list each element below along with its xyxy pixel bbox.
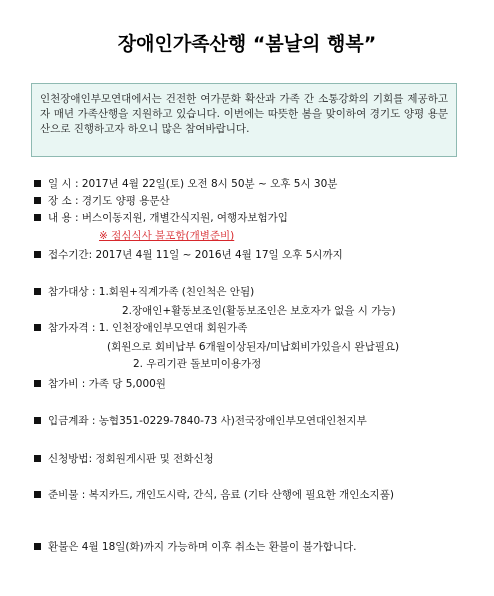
period-item (34, 248, 343, 262)
bullet-square-icon (34, 491, 41, 498)
qualification-text-1: 참가자격 : 1. 인천장애인부모연대 회원가족 (48, 322, 248, 334)
bullet-square-icon (34, 288, 41, 295)
qualification-text-2: (회원으로 회비납부 6개월이상된자/미납회비가있을시 완납필요) (107, 341, 400, 353)
apply-text: 신청방법: 정회원게시판 및 전화신청 (48, 453, 214, 465)
date-text: 일 시 : 2017년 4월 22일(토) 오전 8시 50분 ~ 오후 5시 30분 (48, 178, 338, 190)
place-item (34, 194, 170, 208)
bullet-square-icon (34, 455, 41, 462)
qualification-text-3: 2. 우리기관 돌보미이용가정 (133, 358, 262, 370)
bullet-square-icon (34, 251, 41, 258)
target-text-2: 2.장애인+활동보조인(활동보조인은 보호자가 없을 시 가능) (122, 305, 396, 317)
account-text: 입금계좌 : 농협351-0229-7840-73 사)전국장애인부모연대인천지부 (48, 415, 367, 427)
qualification-item (34, 321, 247, 335)
fee-item (34, 377, 166, 391)
place-text: 장 소 : 경기도 양평 용문산 (48, 195, 170, 207)
target-text-1: 참가대상 : 1.회원+직계가족 (친인척은 안됨) (48, 286, 255, 298)
bullet-square-icon (34, 417, 41, 424)
period-text: 접수기간: 2017년 4월 11일 ~ 2016년 4월 17일 오후 5시까지 (48, 249, 343, 261)
intro-box: 인천장애인부모연대에서는 건전한 여가문화 확산과 가족 간 소통강화의 기회를 제공하고자 매년 가족산행을 지원하고 있습니다. 이번에는 따뜻한 봄을 맞이하여 경기도 양평 용문산으로 진행하고자 하오니 많은 참여바랍니다. (31, 83, 457, 157)
bullet-square-icon (34, 543, 41, 550)
lunch-note: ※ 점심식사 불포함(개별준비) (99, 230, 235, 242)
account-item (34, 414, 367, 428)
apply-item (34, 452, 214, 466)
page-title: 장애인가족산행 “봄날의 행복” (117, 33, 377, 55)
fee-text: 참가비 : 가족 당 5,000원 (48, 378, 166, 390)
bullet-square-icon (34, 197, 41, 204)
bullet-square-icon (34, 324, 41, 331)
target-item (34, 285, 254, 299)
prep-item (34, 487, 452, 503)
content-item (34, 211, 288, 225)
bullet-square-icon (34, 380, 41, 387)
prep-text: 준비물 : 복지카드, 개인도시락, 간식, 음료 (기타 산행에 필요한 개인소지품) (48, 489, 394, 501)
bullet-square-icon (34, 180, 41, 187)
refund-text: 환불은 4월 18일(화)까지 가능하며 이후 취소는 환불이 불가합니다. (48, 541, 357, 553)
date-item (34, 177, 337, 191)
bullet-square-icon (34, 214, 41, 221)
refund-item (34, 540, 357, 554)
content-text: 내 용 : 버스이동지원, 개별간식지원, 여행자보험가입 (48, 212, 288, 224)
